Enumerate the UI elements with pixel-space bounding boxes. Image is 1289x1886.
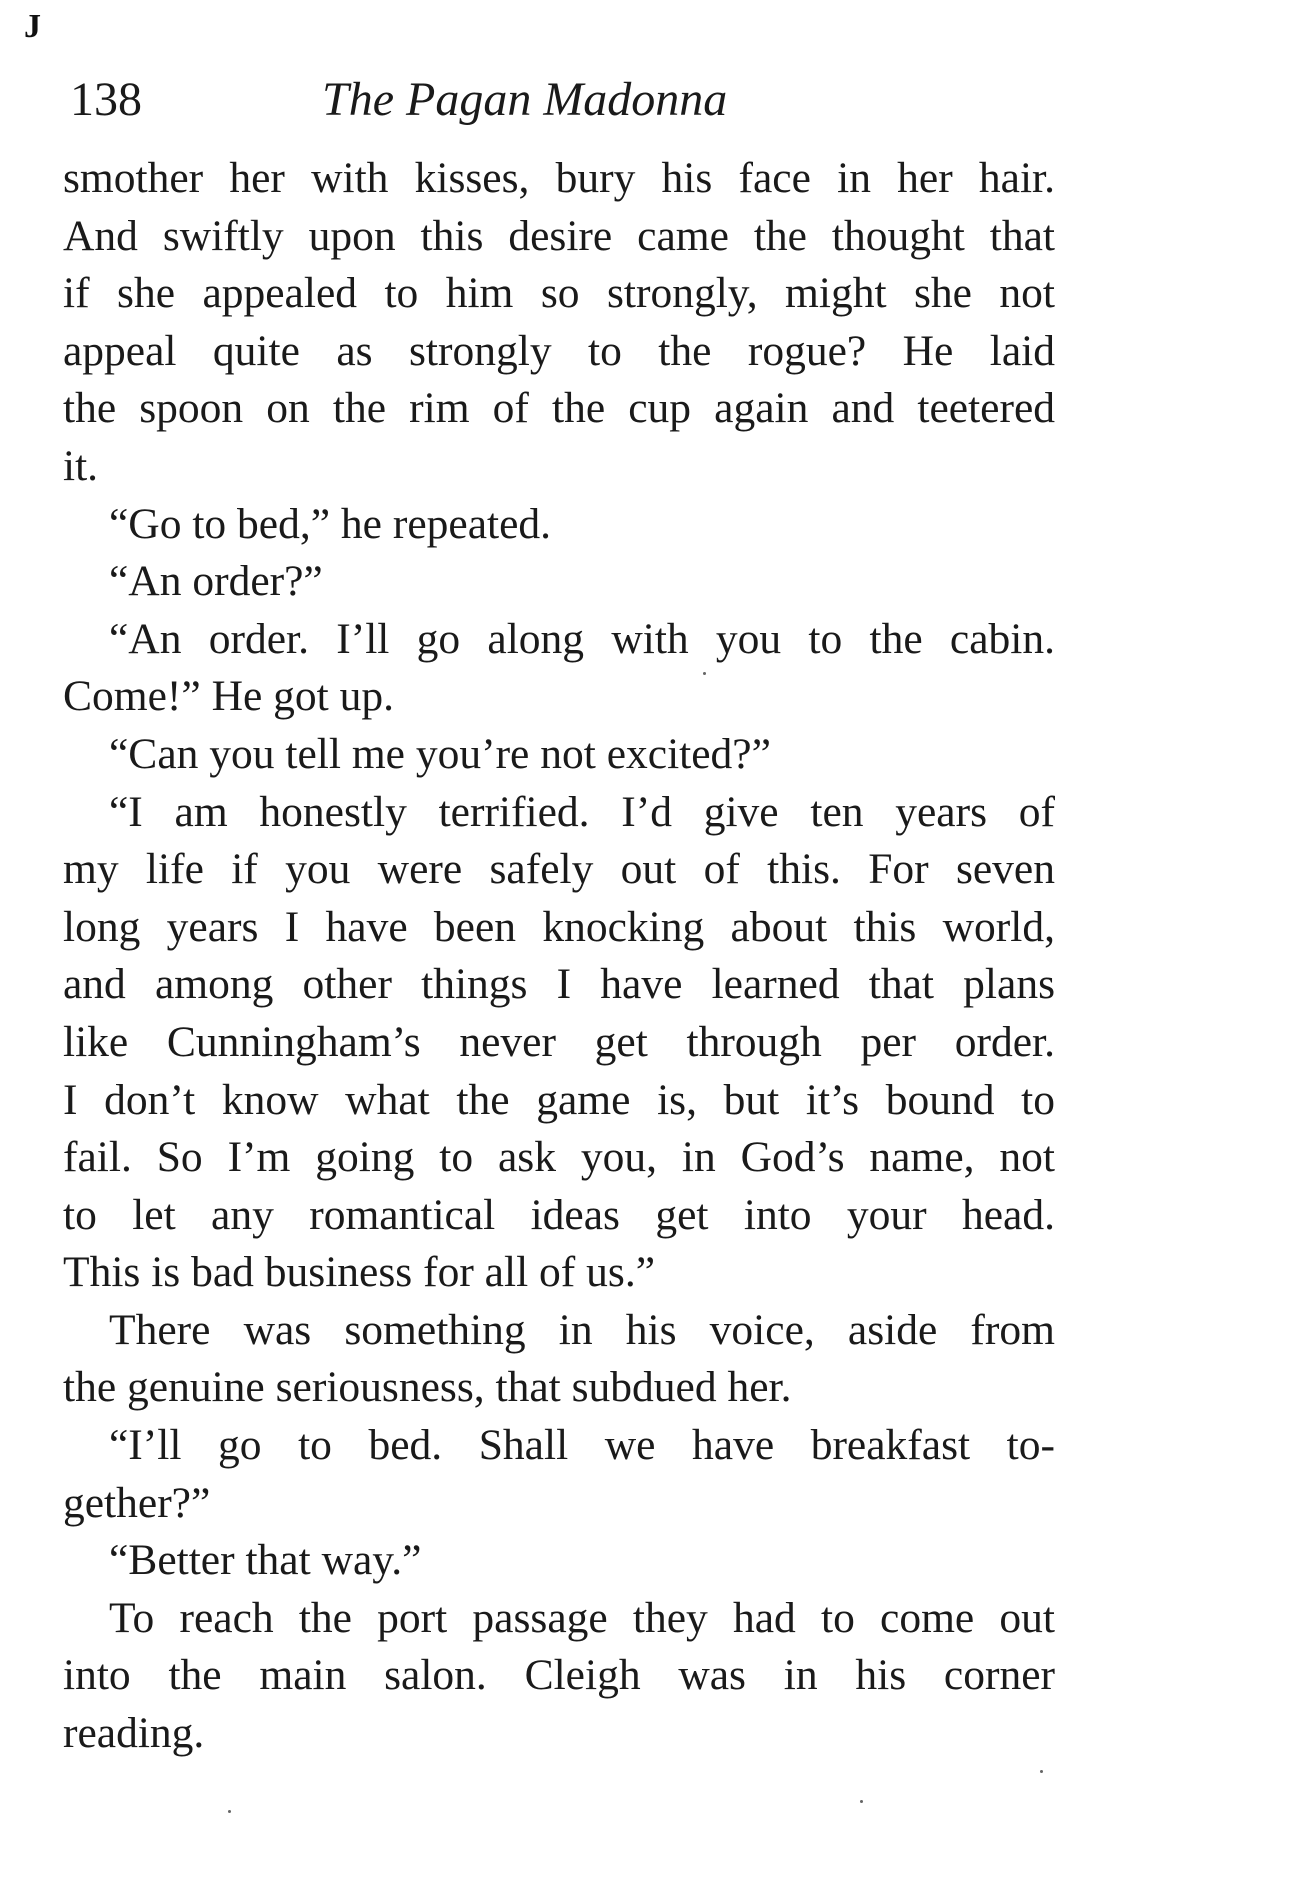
text-line: “An order?”	[109, 557, 323, 606]
text-line: I don’t know what the game is, but it’s bound to	[63, 1075, 1055, 1124]
text-line: This is bad business for all of us.”	[63, 1248, 656, 1297]
text-line: reading.	[63, 1709, 205, 1758]
text-line: fail. So I’m going to ask you, in God’s name, not	[63, 1133, 1055, 1182]
text-line: it.	[63, 441, 99, 490]
text-line: long years I have been knocking about this world,	[63, 902, 1055, 951]
text-line: “I’ll go to bed. Shall we have breakfast to-	[109, 1421, 1055, 1470]
text-line: There was something in his voice, aside from	[109, 1305, 1055, 1354]
text-line: appeal quite as strongly to the rogue? He laid	[63, 326, 1055, 375]
corner-mark: J	[24, 8, 41, 45]
body-text	[63, 150, 1055, 1763]
text-line: if she appealed to him so strongly, might she not	[63, 269, 1055, 318]
text-line: gether?”	[63, 1478, 211, 1527]
text-line: “An order. I’ll go along with you to the cabin.	[109, 614, 1055, 663]
text-line: smother her with kisses, bury his face in her hair.	[63, 154, 1055, 202]
text-line: To reach the port passage they had to come out	[109, 1593, 1055, 1642]
running-title: The Pagan Madonna	[322, 73, 728, 126]
page-number: 138	[70, 73, 142, 126]
text-line: the spoon on the rim of the cup again and teetered	[63, 384, 1055, 433]
text-line: “Better that way.”	[109, 1536, 422, 1585]
running-header	[70, 72, 1060, 132]
text-line: “Can you tell me you’re not excited?”	[109, 729, 771, 778]
text-line: into the main salon. Cleigh was in his corner	[63, 1651, 1055, 1700]
text-line: like Cunningham’s never get through per order.	[63, 1017, 1055, 1066]
text-line: the genuine seriousness, that subdued her.	[63, 1363, 792, 1412]
text-line: my life if you were safely out of this. For seven	[63, 845, 1055, 894]
text-line: “Go to bed,” he repeated.	[109, 499, 552, 548]
text-line: Come!” He got up.	[63, 672, 395, 721]
text-line: And swiftly upon this desire came the thought that	[63, 211, 1055, 260]
text-line: to let any romantical ideas get into your head.	[63, 1190, 1055, 1239]
text-line: and among other things I have learned that plans	[63, 960, 1055, 1009]
text-line: “I am honestly terrified. I’d give ten years of	[109, 787, 1055, 836]
